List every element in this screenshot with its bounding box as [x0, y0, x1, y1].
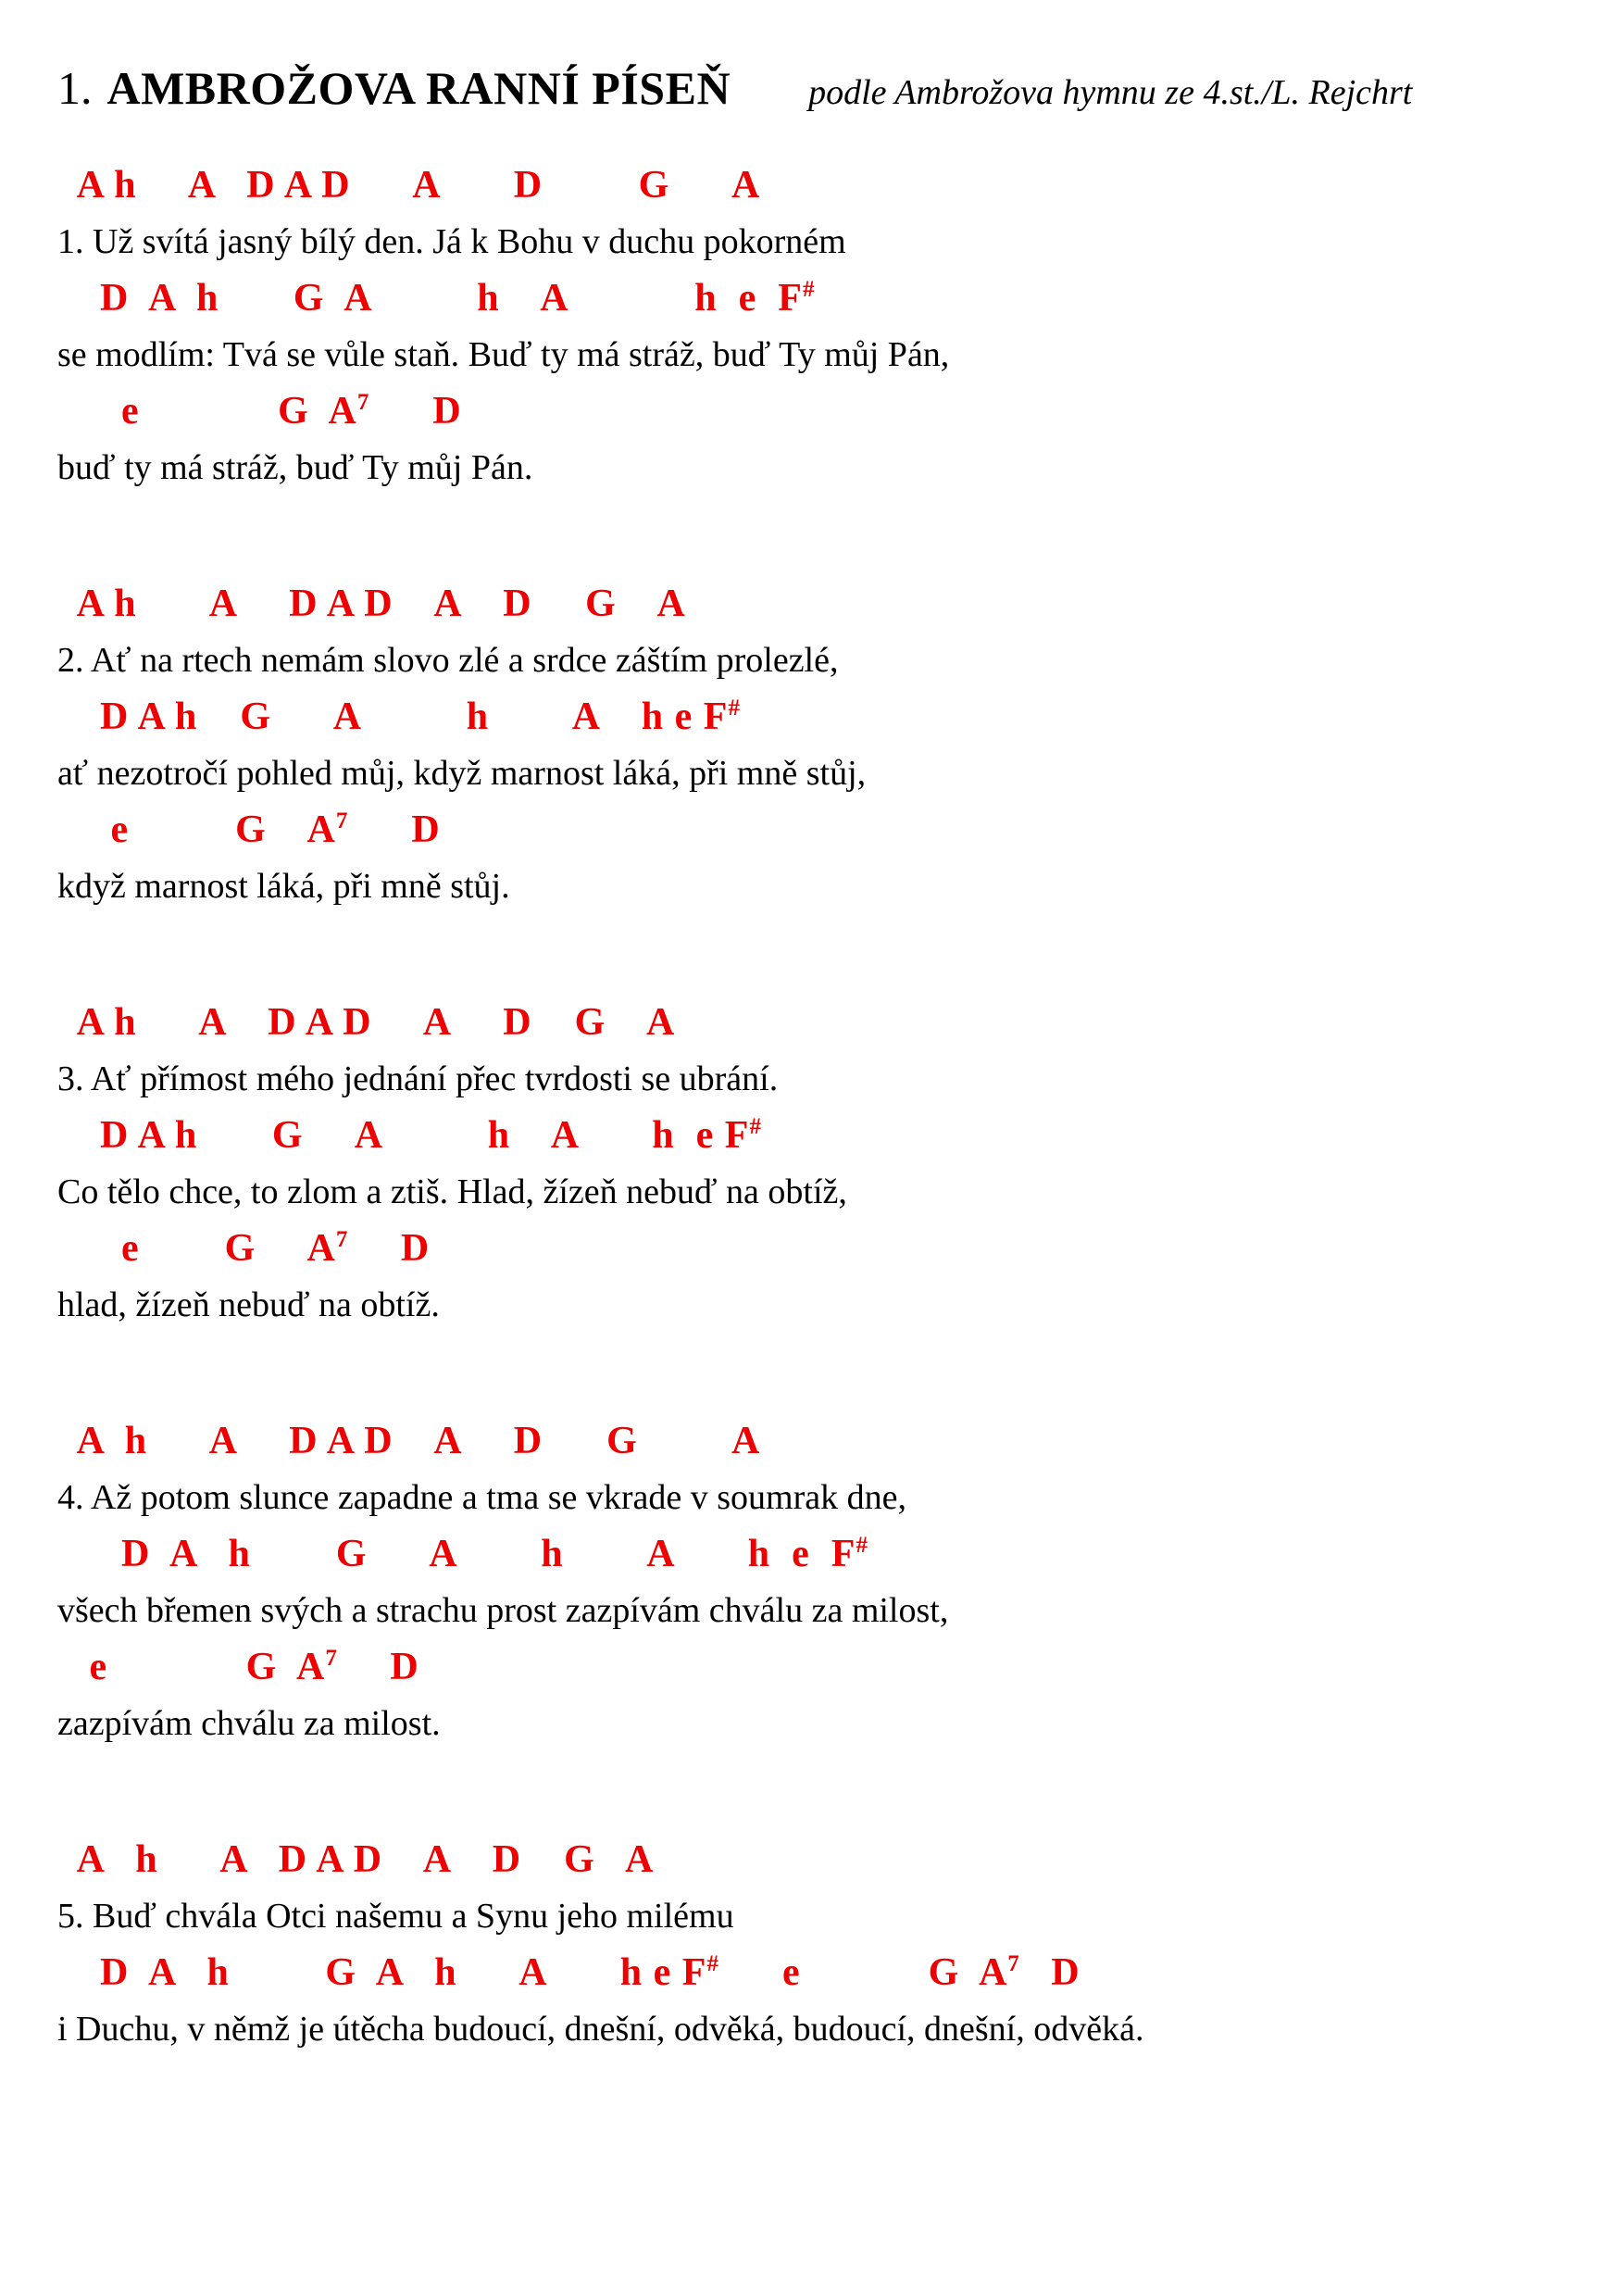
- song-line: [57, 995, 1570, 1108]
- lyric-line: 5. Buď chvála Otci našemu a Synu jeho milému: [57, 1897, 734, 1936]
- song-line: [57, 1639, 1570, 1752]
- chord-line: A h A D A D A D G A: [57, 1420, 761, 1462]
- song-line: [57, 576, 1570, 689]
- verse: [57, 576, 1570, 915]
- song-line: [57, 689, 1570, 802]
- lyric-line: buď ty má stráž, buď Ty můj Pán.: [57, 448, 533, 487]
- chord-line: e G $A^7$ D: [57, 1646, 419, 1688]
- song-line: [57, 157, 1570, 270]
- lyric-line: i Duchu, v němž je útěcha budoucí, dnešní, odvěká, budoucí, dnešní, odvěká.: [57, 2010, 1144, 2049]
- lyric-line: všech břemen svých a strachu prost zazpívám chválu za milost,: [57, 1591, 949, 1630]
- lyric-line: zazpívám chválu za milost.: [57, 1704, 441, 1743]
- chord-line: A h A D A D A D G A: [57, 583, 686, 625]
- chord-line: A h A D A D A D G A: [57, 1838, 655, 1881]
- lyric-line: Co tělo chce, to zlom a ztiš. Hlad, žízeň nebuď na obtíž,: [57, 1172, 847, 1211]
- chord-line: e G $A^7$ D: [57, 390, 462, 432]
- song-header: [57, 61, 1570, 115]
- verse: [57, 1832, 1570, 2058]
- chord-line: D A h G A h A h e F#: [57, 1114, 761, 1157]
- song-line: [57, 1108, 1570, 1221]
- chord-line: D A h G A h A h e F#: [57, 277, 815, 320]
- song-number: 1.: [57, 62, 93, 114]
- chord-line: e G $A^7$ D: [57, 1227, 431, 1270]
- song-line: [57, 1945, 1570, 2058]
- song-title: AMBROŽOVA RANNÍ PÍSEŇ: [106, 62, 731, 114]
- lyric-line: 3. Ať přímost mého jednání přec tvrdosti se ubrání.: [57, 1059, 779, 1098]
- song-line: [57, 1413, 1570, 1526]
- lyric-line: 4. Až potom slunce zapadne a tma se vkrade v soumrak dne,: [57, 1478, 906, 1517]
- song-line: [57, 1526, 1570, 1639]
- chord-line: A h A D A D A D G A: [57, 164, 761, 207]
- lyric-line: když marnost láká, při mně stůj.: [57, 867, 510, 906]
- lyric-line: 1. Už svítá jasný bílý den. Já k Bohu v duchu pokorném: [57, 222, 846, 261]
- lyric-line: 2. Ať na rtech nemám slovo zlé a srdce záštím prolezlé,: [57, 641, 839, 680]
- lyric-line: hlad, žízeň nebuď na obtíž.: [57, 1285, 440, 1324]
- song-line: [57, 802, 1570, 915]
- chord-line: D A h G A h A h e F#: [57, 1533, 868, 1575]
- verse: [57, 1413, 1570, 1752]
- song-subtitle: podle Ambrožova hymnu ze 4.st./L. Rejchrt: [808, 73, 1413, 112]
- verses: [57, 157, 1570, 2058]
- lyric-line: se modlím: Tvá se vůle staň. Buď ty má stráž, buď Ty můj Pán,: [57, 335, 950, 374]
- song-line: [57, 383, 1570, 496]
- song-line: [57, 1221, 1570, 1334]
- song-line: [57, 1832, 1570, 1945]
- lyric-line: ať nezotročí pohled můj, když marnost láká, při mně stůj,: [57, 754, 867, 793]
- chord-line: D A h G A h A h e F#: [57, 696, 740, 738]
- verse: [57, 995, 1570, 1334]
- song-line: [57, 270, 1570, 383]
- chord-line: D A h G A h A h e F# e G $A^7$ D: [57, 1951, 1081, 1994]
- verse: [57, 157, 1570, 496]
- chord-line: e G $A^7$ D: [57, 809, 441, 851]
- chord-line: A h A D A D A D G A: [57, 1001, 676, 1044]
